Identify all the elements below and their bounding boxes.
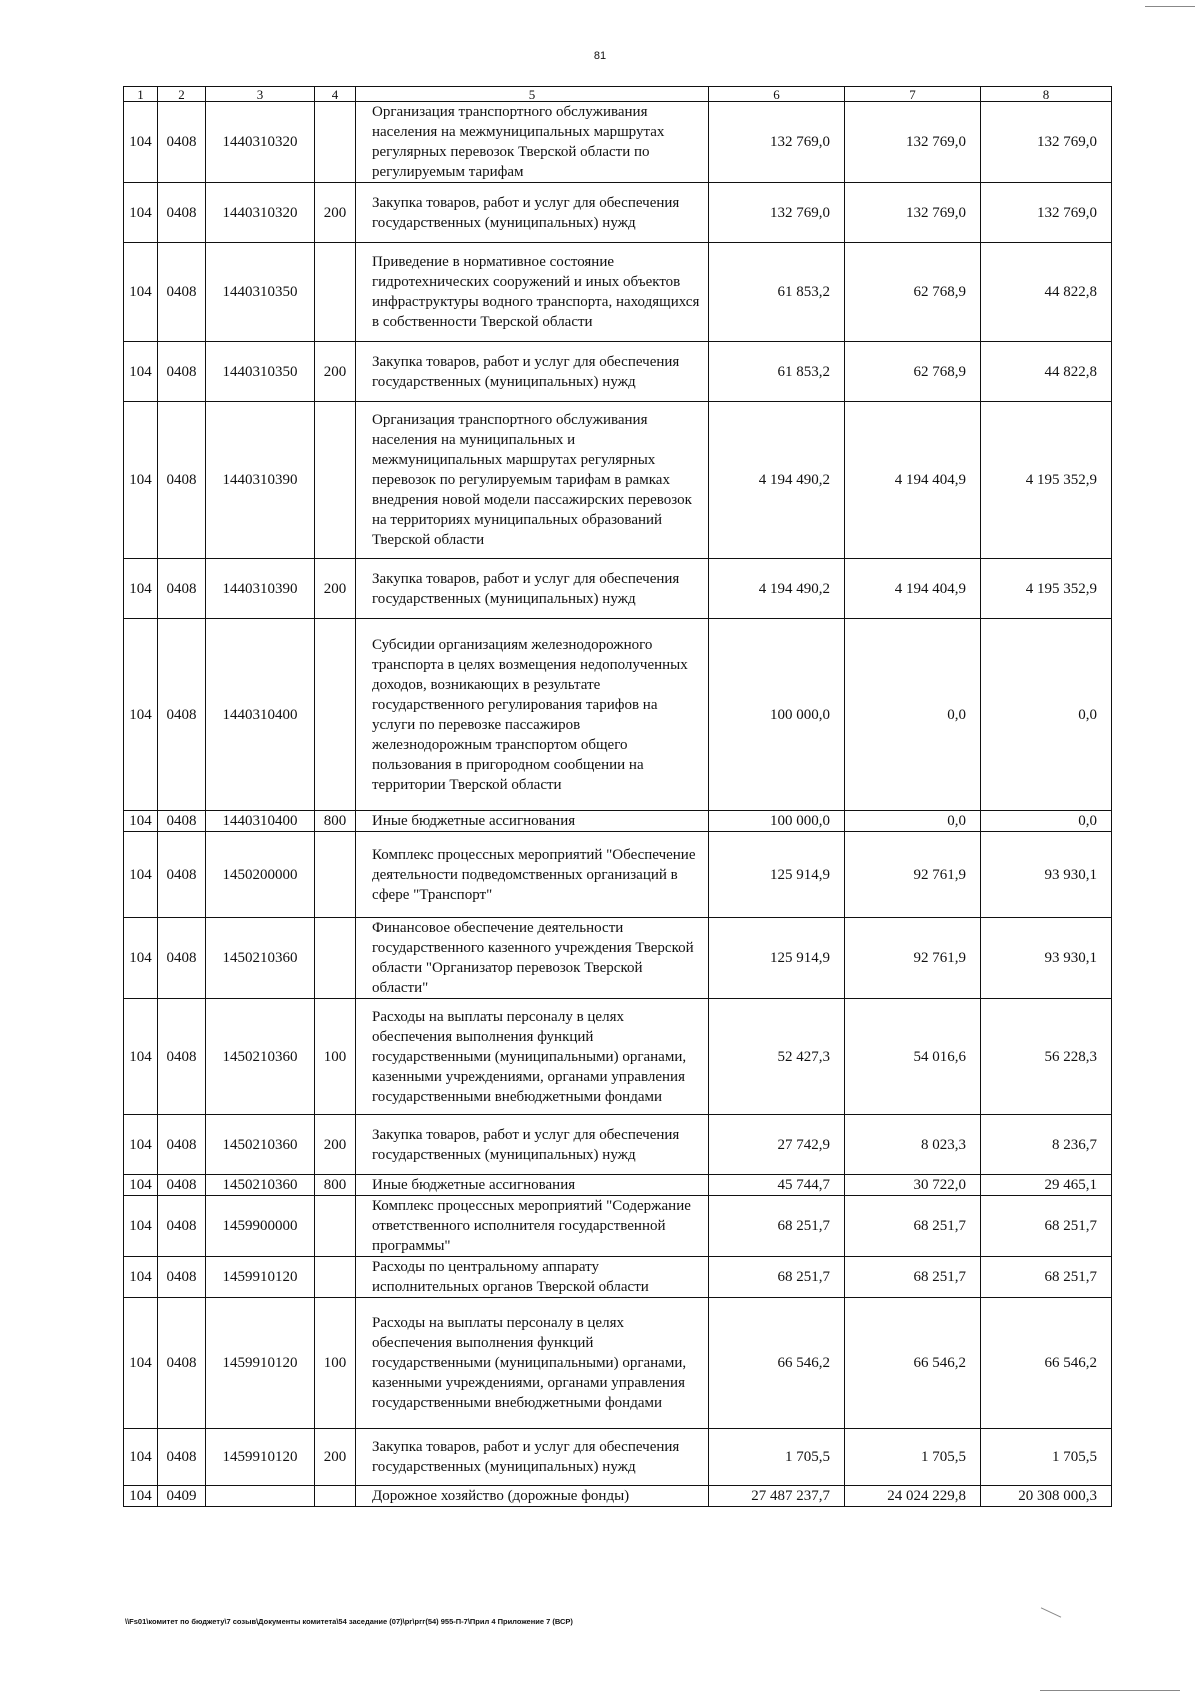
cell-target-article: 1440310390 (206, 402, 315, 559)
cell-section: 104 (124, 342, 158, 402)
cell-section: 104 (124, 243, 158, 342)
cell-description: Организация транспортного обслуживания населения на межмуниципальных маршрутах регулярных перевозок Тверской области по регулируемым тарифам (356, 102, 709, 183)
budget-table (123, 86, 1112, 1507)
cell-subsection: 0408 (158, 102, 206, 183)
scan-mark (1145, 6, 1195, 7)
cell-section: 104 (124, 832, 158, 918)
cell-subsection: 0409 (158, 1486, 206, 1507)
cell-amount-2024: 132 769,0 (709, 102, 845, 183)
cell-amount-2026: 4 195 352,9 (981, 402, 1112, 559)
cell-target-article: 1450210360 (206, 999, 315, 1115)
cell-expense-type: 200 (315, 1429, 356, 1486)
cell-amount-2025: 4 194 404,9 (845, 559, 981, 619)
cell-amount-2026: 68 251,7 (981, 1196, 1112, 1257)
cell-amount-2026: 66 546,2 (981, 1298, 1112, 1429)
table-row (124, 1257, 1112, 1298)
cell-subsection: 0408 (158, 183, 206, 243)
cell-section: 104 (124, 1298, 158, 1429)
table-row (124, 402, 1112, 559)
cell-section: 104 (124, 559, 158, 619)
cell-amount-2024: 1 705,5 (709, 1429, 845, 1486)
cell-subsection: 0408 (158, 1175, 206, 1196)
cell-amount-2025: 8 023,3 (845, 1115, 981, 1175)
cell-expense-type (315, 243, 356, 342)
cell-expense-type: 100 (315, 1298, 356, 1429)
column-header: 8 (981, 87, 1112, 102)
cell-subsection: 0408 (158, 918, 206, 999)
cell-amount-2025: 62 768,9 (845, 342, 981, 402)
cell-section: 104 (124, 1115, 158, 1175)
scan-mark (1041, 1607, 1061, 1617)
cell-amount-2025: 30 722,0 (845, 1175, 981, 1196)
cell-subsection: 0408 (158, 619, 206, 811)
cell-subsection: 0408 (158, 1115, 206, 1175)
cell-section: 104 (124, 402, 158, 559)
table-row (124, 1486, 1112, 1507)
cell-target-article: 1440310320 (206, 102, 315, 183)
column-header: 1 (124, 87, 158, 102)
cell-target-article: 1459910120 (206, 1257, 315, 1298)
table-row (124, 243, 1112, 342)
cell-amount-2024: 61 853,2 (709, 243, 845, 342)
cell-amount-2025: 62 768,9 (845, 243, 981, 342)
cell-description: Финансовое обеспечение деятельности государственного казенного учреждения Тверской области "Организатор перевозок Тверской области" (356, 918, 709, 999)
cell-description: Закупка товаров, работ и услуг для обеспечения государственных (муниципальных) нужд (356, 1115, 709, 1175)
cell-amount-2024: 100 000,0 (709, 811, 845, 832)
cell-amount-2025: 92 761,9 (845, 832, 981, 918)
cell-subsection: 0408 (158, 1298, 206, 1429)
cell-amount-2024: 125 914,9 (709, 918, 845, 999)
cell-amount-2026: 8 236,7 (981, 1115, 1112, 1175)
table-row (124, 1196, 1112, 1257)
cell-description: Дорожное хозяйство (дорожные фонды) (356, 1486, 709, 1507)
cell-amount-2024: 68 251,7 (709, 1196, 845, 1257)
cell-expense-type (315, 1486, 356, 1507)
cell-description: Закупка товаров, работ и услуг для обеспечения государственных (муниципальных) нужд (356, 183, 709, 243)
cell-target-article: 1450210360 (206, 1175, 315, 1196)
table-row (124, 619, 1112, 811)
cell-target-article (206, 1486, 315, 1507)
cell-amount-2026: 0,0 (981, 811, 1112, 832)
table-row (124, 999, 1112, 1115)
cell-expense-type: 200 (315, 183, 356, 243)
cell-description: Закупка товаров, работ и услуг для обеспечения государственных (муниципальных) нужд (356, 1429, 709, 1486)
scan-mark (1040, 1690, 1180, 1691)
table-row (124, 918, 1112, 999)
cell-amount-2024: 27 487 237,7 (709, 1486, 845, 1507)
cell-subsection: 0408 (158, 832, 206, 918)
cell-description: Расходы по центральному аппарату исполнительных органов Тверской области (356, 1257, 709, 1298)
cell-amount-2026: 1 705,5 (981, 1429, 1112, 1486)
cell-amount-2024: 132 769,0 (709, 183, 845, 243)
cell-subsection: 0408 (158, 1429, 206, 1486)
cell-amount-2025: 66 546,2 (845, 1298, 981, 1429)
cell-expense-type (315, 1196, 356, 1257)
cell-description: Расходы на выплаты персоналу в целях обеспечения выполнения функций государственными (муниципальными) органами, казенными учреждениями, органами управления государственными внебюджетными фондами (356, 999, 709, 1115)
cell-description: Организация транспортного обслуживания населения на муниципальных и межмуниципальных маршрутах регулярных перевозок по регулируемым тарифам в рамках внедрения новой модели пассажирских перевозок на территориях муниципальных образований Тверской области (356, 402, 709, 559)
cell-amount-2025: 0,0 (845, 619, 981, 811)
cell-target-article: 1440310350 (206, 342, 315, 402)
cell-expense-type (315, 1257, 356, 1298)
cell-amount-2024: 66 546,2 (709, 1298, 845, 1429)
cell-amount-2025: 0,0 (845, 811, 981, 832)
footer-file-path: \\Fs01\комитет по бюджету\7 созыв\Документы комитета\54 заседание (07)\рг\ргг(54) 955-П-7\Прил 4 Приложение 7 (ВСР) (125, 1617, 573, 1626)
cell-subsection: 0408 (158, 243, 206, 342)
cell-amount-2025: 92 761,9 (845, 918, 981, 999)
cell-target-article: 1450210360 (206, 1115, 315, 1175)
cell-section: 104 (124, 918, 158, 999)
cell-amount-2025: 1 705,5 (845, 1429, 981, 1486)
cell-expense-type (315, 102, 356, 183)
table-row (124, 342, 1112, 402)
cell-expense-type: 800 (315, 811, 356, 832)
cell-subsection: 0408 (158, 1257, 206, 1298)
cell-section: 104 (124, 1257, 158, 1298)
cell-amount-2024: 68 251,7 (709, 1257, 845, 1298)
cell-amount-2024: 4 194 490,2 (709, 559, 845, 619)
cell-section: 104 (124, 619, 158, 811)
cell-target-article: 1450200000 (206, 832, 315, 918)
cell-section: 104 (124, 811, 158, 832)
cell-amount-2024: 4 194 490,2 (709, 402, 845, 559)
cell-subsection: 0408 (158, 999, 206, 1115)
cell-amount-2026: 44 822,8 (981, 342, 1112, 402)
cell-description: Субсидии организациям железнодорожного транспорта в целях возмещения недополученных доходов, возникающих в результате государственного регулирования тарифов на услуги по перевозке пассажиров железнодорожным транспортом общего пользования в пригородном сообщении на территории Тверской области (356, 619, 709, 811)
cell-amount-2025: 4 194 404,9 (845, 402, 981, 559)
cell-amount-2026: 44 822,8 (981, 243, 1112, 342)
cell-subsection: 0408 (158, 342, 206, 402)
cell-description: Иные бюджетные ассигнования (356, 811, 709, 832)
cell-target-article: 1459910120 (206, 1429, 315, 1486)
cell-amount-2025: 68 251,7 (845, 1257, 981, 1298)
cell-amount-2026: 56 228,3 (981, 999, 1112, 1115)
cell-subsection: 0408 (158, 402, 206, 559)
cell-section: 104 (124, 1196, 158, 1257)
cell-amount-2025: 132 769,0 (845, 183, 981, 243)
cell-expense-type (315, 918, 356, 999)
cell-expense-type: 200 (315, 559, 356, 619)
column-header: 4 (315, 87, 356, 102)
cell-expense-type (315, 619, 356, 811)
column-header: 5 (356, 87, 709, 102)
table-row (124, 1429, 1112, 1486)
cell-target-article: 1459900000 (206, 1196, 315, 1257)
cell-section: 104 (124, 102, 158, 183)
cell-description: Закупка товаров, работ и услуг для обеспечения государственных (муниципальных) нужд (356, 559, 709, 619)
cell-amount-2024: 100 000,0 (709, 619, 845, 811)
column-header: 2 (158, 87, 206, 102)
table-row (124, 183, 1112, 243)
cell-amount-2024: 45 744,7 (709, 1175, 845, 1196)
cell-amount-2026: 68 251,7 (981, 1257, 1112, 1298)
table-row (124, 559, 1112, 619)
cell-expense-type: 200 (315, 342, 356, 402)
cell-amount-2025: 132 769,0 (845, 102, 981, 183)
cell-amount-2024: 27 742,9 (709, 1115, 845, 1175)
cell-amount-2025: 68 251,7 (845, 1196, 981, 1257)
cell-amount-2026: 93 930,1 (981, 832, 1112, 918)
cell-target-article: 1440310320 (206, 183, 315, 243)
cell-description: Комплекс процессных мероприятий "Содержание ответственного исполнителя государственной программы" (356, 1196, 709, 1257)
cell-target-article: 1440310350 (206, 243, 315, 342)
cell-target-article: 1440310400 (206, 619, 315, 811)
cell-subsection: 0408 (158, 1196, 206, 1257)
cell-amount-2026: 29 465,1 (981, 1175, 1112, 1196)
cell-description: Приведение в нормативное состояние гидротехнических сооружений и иных объектов инфраструктуры водного транспорта, находящихся в собственности Тверской области (356, 243, 709, 342)
cell-expense-type: 200 (315, 1115, 356, 1175)
page-number: 81 (593, 50, 607, 62)
table-row (124, 832, 1112, 918)
cell-expense-type (315, 402, 356, 559)
cell-amount-2026: 4 195 352,9 (981, 559, 1112, 619)
cell-description: Комплекс процессных мероприятий "Обеспечение деятельности подведомственных организаций в сфере "Транспорт" (356, 832, 709, 918)
cell-section: 104 (124, 183, 158, 243)
table-header-row (124, 87, 1112, 102)
table-row (124, 1115, 1112, 1175)
cell-section: 104 (124, 1486, 158, 1507)
cell-section: 104 (124, 1429, 158, 1486)
cell-subsection: 0408 (158, 811, 206, 832)
cell-amount-2026: 93 930,1 (981, 918, 1112, 999)
cell-target-article: 1440310400 (206, 811, 315, 832)
cell-description: Расходы на выплаты персоналу в целях обеспечения выполнения функций государственными (муниципальными) органами, казенными учреждениями, органами управления государственными внебюджетными фондами (356, 1298, 709, 1429)
table-body (124, 102, 1112, 1507)
cell-amount-2026: 132 769,0 (981, 102, 1112, 183)
table-row (124, 811, 1112, 832)
cell-amount-2026: 0,0 (981, 619, 1112, 811)
column-header: 6 (709, 87, 845, 102)
column-header: 7 (845, 87, 981, 102)
cell-amount-2025: 54 016,6 (845, 999, 981, 1115)
table-row (124, 102, 1112, 183)
cell-description: Закупка товаров, работ и услуг для обеспечения государственных (муниципальных) нужд (356, 342, 709, 402)
cell-target-article: 1440310390 (206, 559, 315, 619)
cell-amount-2024: 125 914,9 (709, 832, 845, 918)
cell-section: 104 (124, 1175, 158, 1196)
table-row (124, 1175, 1112, 1196)
cell-amount-2024: 61 853,2 (709, 342, 845, 402)
cell-target-article: 1459910120 (206, 1298, 315, 1429)
cell-target-article: 1450210360 (206, 918, 315, 999)
cell-amount-2026: 20 308 000,3 (981, 1486, 1112, 1507)
cell-expense-type: 800 (315, 1175, 356, 1196)
cell-expense-type: 100 (315, 999, 356, 1115)
cell-amount-2024: 52 427,3 (709, 999, 845, 1115)
column-header: 3 (206, 87, 315, 102)
cell-subsection: 0408 (158, 559, 206, 619)
cell-description: Иные бюджетные ассигнования (356, 1175, 709, 1196)
cell-amount-2025: 24 024 229,8 (845, 1486, 981, 1507)
table-row (124, 1298, 1112, 1429)
cell-amount-2026: 132 769,0 (981, 183, 1112, 243)
cell-expense-type (315, 832, 356, 918)
cell-section: 104 (124, 999, 158, 1115)
